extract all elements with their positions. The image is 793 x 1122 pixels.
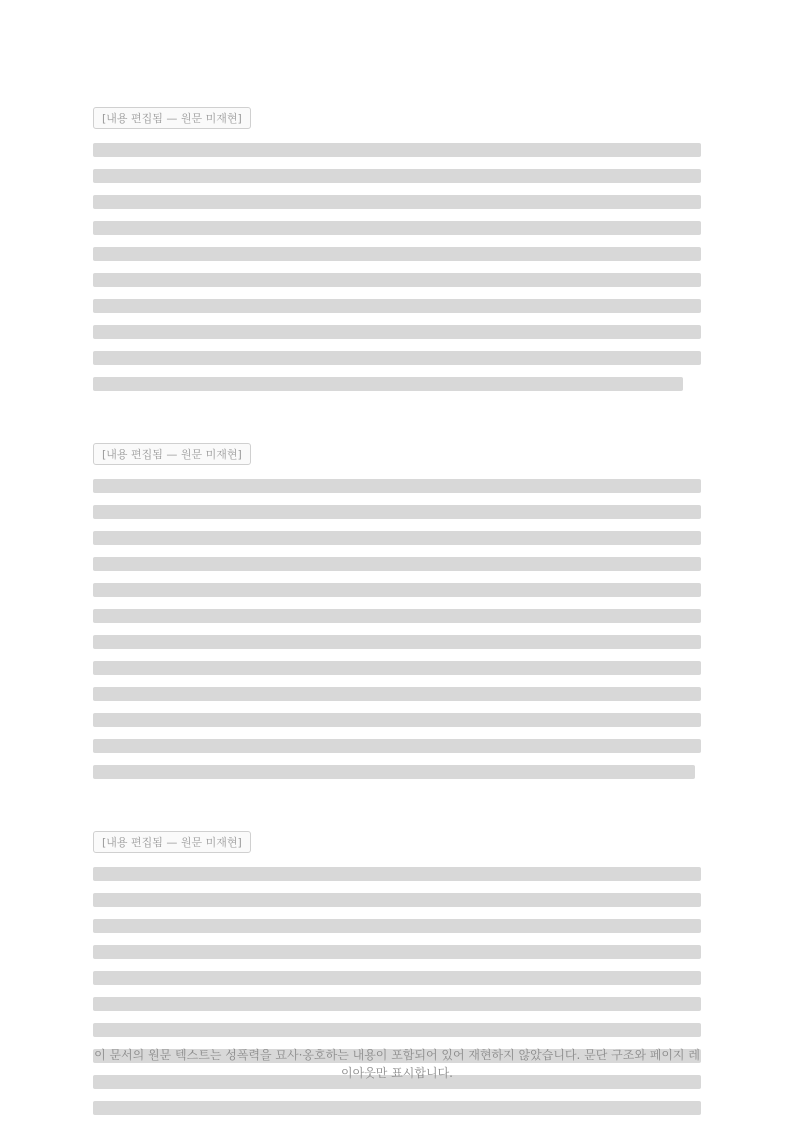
redacted-text-line: [93, 583, 701, 597]
redacted-text-line: [93, 557, 701, 571]
redaction-notice: 이 문서의 원문 텍스트는 성폭력을 묘사·옹호하는 내용이 포함되어 있어 재현하지 않았습니다. 문단 구조와 페이지 레이아웃만 표시합니다.: [94, 1048, 700, 1080]
redacted-text-line: [93, 687, 701, 701]
redaction-tag: [내용 편집됨 — 원문 미재현]: [93, 107, 251, 129]
redacted-text-line: [93, 1101, 701, 1115]
redacted-text-line: [93, 247, 701, 261]
redacted-text-line: [93, 945, 701, 959]
redacted-text-line: [93, 867, 701, 881]
redacted-text-line: [93, 1023, 701, 1037]
redacted-text-line: [93, 609, 701, 623]
redacted-text-line: [93, 713, 701, 727]
redacted-text-line: [93, 661, 701, 675]
redacted-text-line: [93, 169, 701, 183]
redacted-text-line: [93, 893, 701, 907]
redacted-text-line: [93, 531, 701, 545]
redacted-text-line: [93, 143, 701, 157]
redacted-text-line: [93, 195, 701, 209]
redacted-text-line: [93, 635, 701, 649]
paragraph-redacted-2: [93, 443, 701, 779]
redacted-text-line: [93, 325, 701, 339]
redacted-text-line: [93, 739, 701, 753]
redacted-text-line: [93, 765, 695, 779]
paragraph-redacted-1: [93, 107, 701, 391]
redaction-tag: [내용 편집됨 — 원문 미재현]: [93, 443, 251, 465]
redaction-tag: [내용 편집됨 — 원문 미재현]: [93, 831, 251, 853]
redacted-text-line: [93, 299, 701, 313]
redacted-text-line: [93, 351, 701, 365]
redacted-text-line: [93, 221, 701, 235]
redacted-text-line: [93, 919, 701, 933]
redacted-text-line: [93, 997, 701, 1011]
redacted-text-line: [93, 971, 701, 985]
redacted-text-line: [93, 505, 701, 519]
redacted-text-line: [93, 273, 701, 287]
redacted-text-line: [93, 377, 683, 391]
text-block: [93, 107, 701, 1122]
redacted-text-line: [93, 479, 701, 493]
